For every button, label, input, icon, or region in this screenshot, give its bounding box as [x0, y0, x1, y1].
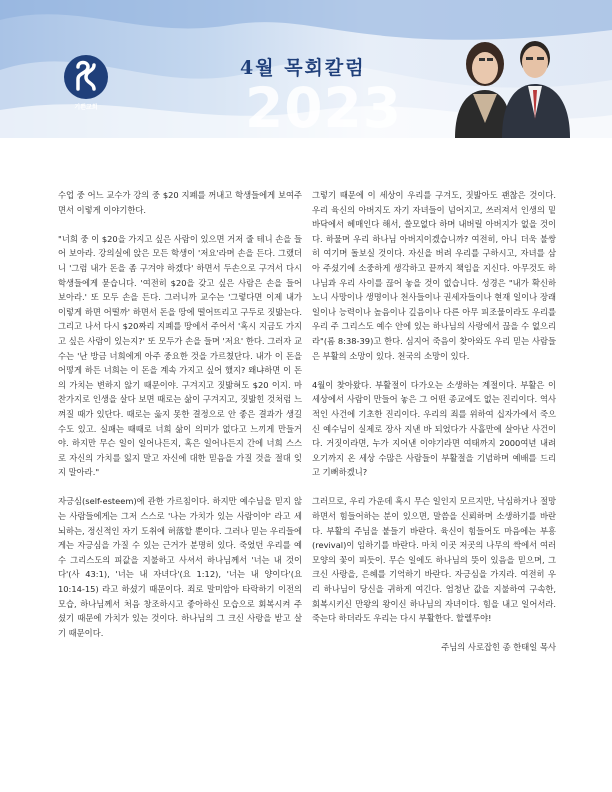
signature: 주님의 사로잡힌 종 한태일 목사: [441, 642, 556, 653]
year-label: 2023: [245, 76, 403, 138]
paragraph-gods-love: 그렇기 때문에 이 세상이 우리를 구겨도, 짓밟아도 괜찮은 것이다. 우리 육신의 아버지도 자기 자녀들이 넘어지고, 쓰러져서 인생의 밑바닥에서 헤매인다 해서, 쓸모없다 하며 내버릴 아버지가 없을 것이다. 하물며 우리 하나님 아버지이겠습니까? 여전히, 아니 더욱 불쌍히 여기며 돌보실 것이다. 자신을 버려 우리를 구하시고, 자녀를 삼아 주셨기에 소중하게 생각하고 끝까지 책임을 지신다. 아무것도 하나님과 우리 사이를 끊어 놓을 것이 없습니다. 성경은 "내가 확신하노니 사망이나 생명이나 천사들이나 권세자들이나 현재 일이나 장래 일이나 능력이나 높음이나 깊음이나 다른 아무 피조물이라도 우리를 우리 주 그리스도 예수 안에 있는 하나님의 사랑에서 끊을 수 없으리라"(롬 8:38-39)고 한다. 심지어 죽음이 찾아와도 우리 믿는 사람들은 부활의 소망이 있다. 천국의 소망이 있다.: [312, 190, 556, 361]
paragraph-intro: 수업 중 어느 교수가 강의 중 $20 지폐를 꺼내고 학생들에게 보여주면서 이렇게 이야기한다.: [58, 190, 302, 215]
pastor-couple-photo: [440, 28, 580, 138]
header-banner: [0, 0, 612, 138]
paragraph-story: "너희 중 이 $20을 가지고 싶은 사람이 있으면 거저 줄 테니 손을 들어 보아라. 강의실에 앉은 모든 학생이 '저요'라며 손을 든다. 그랬더니 '그럼 내가 돈을 좀 구겨야 하겠다' 하면서 두손으로 구겨서 다시 학생들에게 묻습니다. '여전히 $20을 갖고 싶은 사람은 손을 들어 보아라.' 또 모두 손을 든다. 그러니까 교수는 '그렇다면 이제 내가 이렇게 하면 어떨까' 하면서 돈을 땅에 떨어뜨리고 구두로 짓밟는다. 그리고 나서 다시 $20짜리 지폐를 땅에서 주어서 '혹시 지금도 가지고 싶은 사람이 있는지?' 또 모두가 손을 들며 '저요' 한다. 그러자 교수는 '난 방금 너희에게 아주 중요한 것을 가르쳤단다. 내가 이 돈을 어떻게 하든 너희는 이 돈을 계속 가지고 싶어 했지? 왜냐하면 이 돈의 가치는 변하지 않기 때문이야. 구겨지고 짓밟혀도 $20 이지. 마찬가지로 인생을 살다 보면 때로는 삶이 구겨지고, 짓밟힌 것처럼 느껴질 때가 있단다. 때로는 옳지 못한 결정으로 안 좋은 결과가 생길 수도 있고. 실패는 때때로 너희 삶이 의미가 없다고 느끼게 만들거야. 하지만 무슨 일이 일어나든지, 혹은 일어나든지 간에 너희 스스로 자신의 가치를 잃지 말고 자신에 대한 믿음을 가질 것을 절대 잊지 말아라.": [58, 233, 302, 478]
column-left: [58, 188, 302, 655]
church-name: 기쁜교회: [74, 104, 98, 111]
paragraph-exhortation: 그러므로, 우리 가운데 혹시 무슨 일인지 모르지만, 낙심하거나 절망하면서 힘들어하는 분이 있으면, 말씀을 신뢰하며 소생하기를 바란다. 부활의 주님을 붙들기 바란다. 육신이 힘들어도 마음에는 부흥(revival)이 임하기를 바란다. 마치 이곳 저곳의 나무의 싹에서 여러 모양의 꽃이 피듯이. 무슨 일에도 하나님의 뜻이 있음을 믿으며, 그 크신 사랑을, 은혜를 기억하기 바란다. 자긍심을 가지라. 여전히 우리 하나님이 당신을 귀하게 여긴다. 엄청난 값을 지불하여 구속한, 회복시키신 만왕의 왕이신 하나님의 자녀이다. 힘을 내고 일어서라. 죽는다 하더라도 우리는 다시 부활한다. 할렐루야!: [312, 496, 556, 624]
column-right: [312, 188, 556, 670]
church-logo-icon: [64, 55, 108, 99]
paragraph-self-esteem: 자긍심(self-esteem)에 관한 가르침이다. 하지만 예수님을 믿지 않는 사람들에게는 그저 스스로 '나는 가치가 있는 사람이야' 라고 세뇌하는, 정신적인 자기 도취에 허落할 뿐이다. 그러나 믿는 우리들에게는 자긍심을 가질 수 있는 근거가 분명히 있다. 죽었던 우리를 예수 그리스도의 피값을 지불하고 사셔서 하나님께서 '너는 내 것이다'(사 43:1), '너는 내 자녀다'(요 1:12), '너는 내 양이다'(요 10:14-15) 라고 하셨기 때문이다. 죄로 말미암아 타락하기 이전의 모습, 하나님께서 처음 창조하시고 좋아하신 모습으로 회복시켜 주셨기 때문에 가치가 있는 것이다. 하나님의 그 크신 사랑을 받고 살기 때문이다.: [58, 496, 302, 638]
paragraph-easter: 4월이 찾아왔다. 부활절이 다가오는 소생하는 계절이다. 부활은 이 세상에서 사람이 만들어 놓은 그 어떤 종교에도 없는 진리이다. 역사적인 사건에 기초한 진리이다. 우리의 죄를 위하여 십자가에서 죽으신 예수님이 실제로 장사 지낸 바 되었다가 사흘만에 살아난 사건이다. 거짓이라면, 누가 지어낸 이야기라면 여태까지 2000여년 내려오기까지 온 세상 수많은 사람들이 부활절을 기념하며 예배를 드리고 기뻐하겠니?: [312, 379, 556, 478]
page-title: 4월 목회칼럼: [240, 57, 366, 79]
